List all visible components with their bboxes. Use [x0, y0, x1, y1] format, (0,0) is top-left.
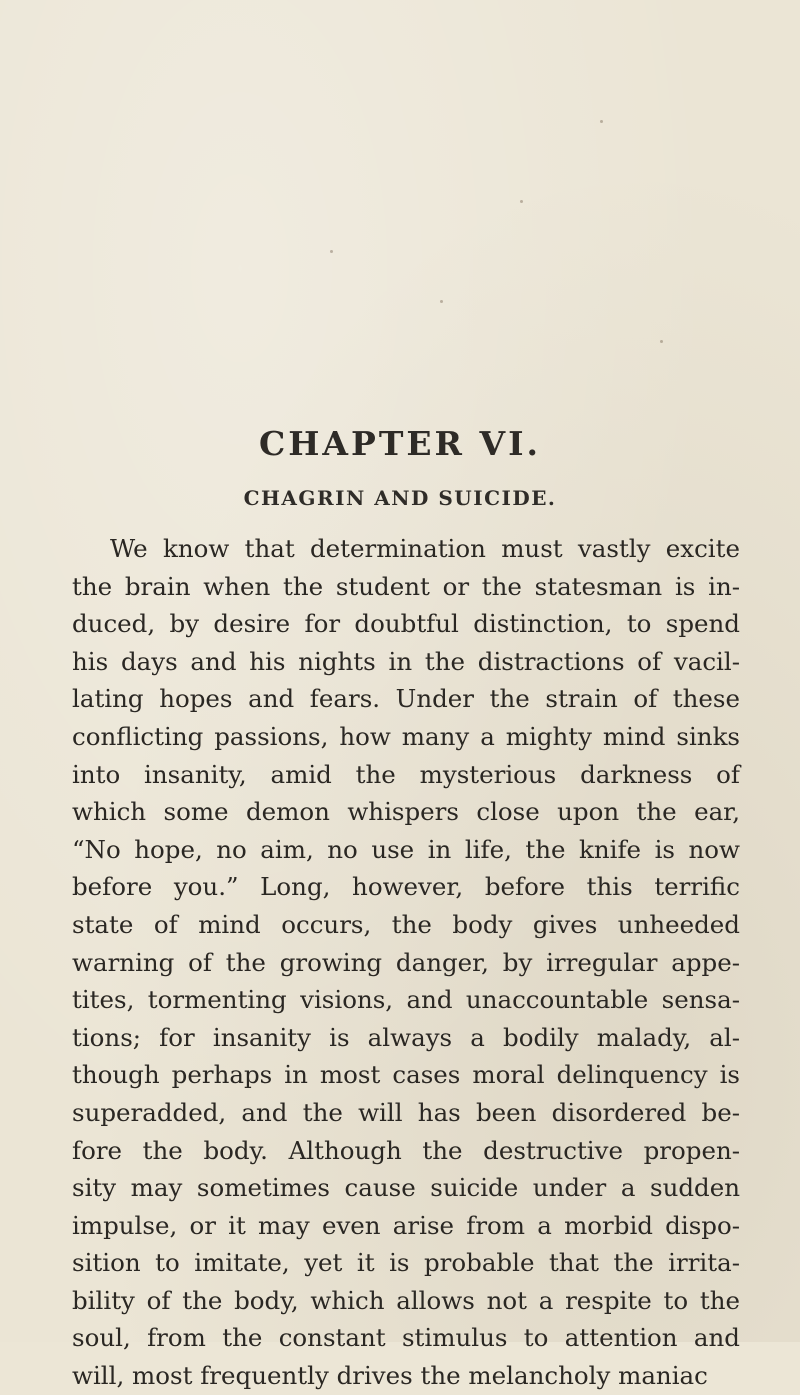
text-line: sity may sometimes cause suicide under a sudden [72, 1173, 740, 1203]
paper-speck [600, 120, 603, 123]
text-line: We know that determination must vastly excite [110, 534, 740, 563]
text-line: “No hope, no aim, no use in life, the knife is now [72, 834, 740, 864]
paper-speck [660, 340, 663, 343]
text-line: soul, from the constant stimulus to attention and [72, 1323, 740, 1353]
chapter-subtitle: CHAGRIN AND SUICIDE. [243, 486, 557, 510]
text-line: impulse, or it may even arise from a morbid dispo- [72, 1210, 740, 1240]
text-line: tions; for insanity is always a bodily malady, al- [72, 1022, 740, 1052]
text-line: which some demon whispers close upon the ear, [72, 797, 740, 827]
text-line: the brain when the student or the statesman is in- [72, 571, 740, 601]
text-line: into insanity, amid the mysterious darkness of [72, 759, 740, 789]
text-line: superadded, and the will has been disordered be- [72, 1097, 740, 1127]
paper-speck [520, 200, 523, 203]
text-line: sition to imitate, yet it is probable that the irrita- [72, 1248, 740, 1278]
text-line: state of mind occurs, the body gives unheeded [72, 909, 740, 939]
text-line: lating hopes and fears. Under the strain of these [72, 684, 740, 714]
text-line: warning of the growing danger, by irregular appe- [72, 947, 740, 977]
text-line: though perhaps in most cases moral delinquency is [72, 1060, 740, 1090]
body-paragraph [72, 530, 740, 1395]
text-line: duced, by desire for doubtful distinction, to spend [72, 609, 740, 639]
text-line: conflicting passions, how many a mighty mind sinks [72, 721, 740, 751]
paper-speck [440, 300, 443, 303]
chapter-title: CHAPTER VI. [258, 424, 541, 463]
text-line: fore the body. Although the destructive propen- [72, 1135, 740, 1165]
text-line: his days and his nights in the distractions of vacil- [72, 646, 740, 676]
text-line: tites, tormenting visions, and unaccountable sensa- [72, 985, 740, 1015]
paper-speck [330, 250, 333, 253]
text-line: before you.” Long, however, before this terrific [72, 872, 740, 902]
text-line: will, most frequently drives the melancholy maniac [72, 1361, 708, 1391]
text-line: bility of the body, which allows not a respite to the [72, 1285, 740, 1315]
